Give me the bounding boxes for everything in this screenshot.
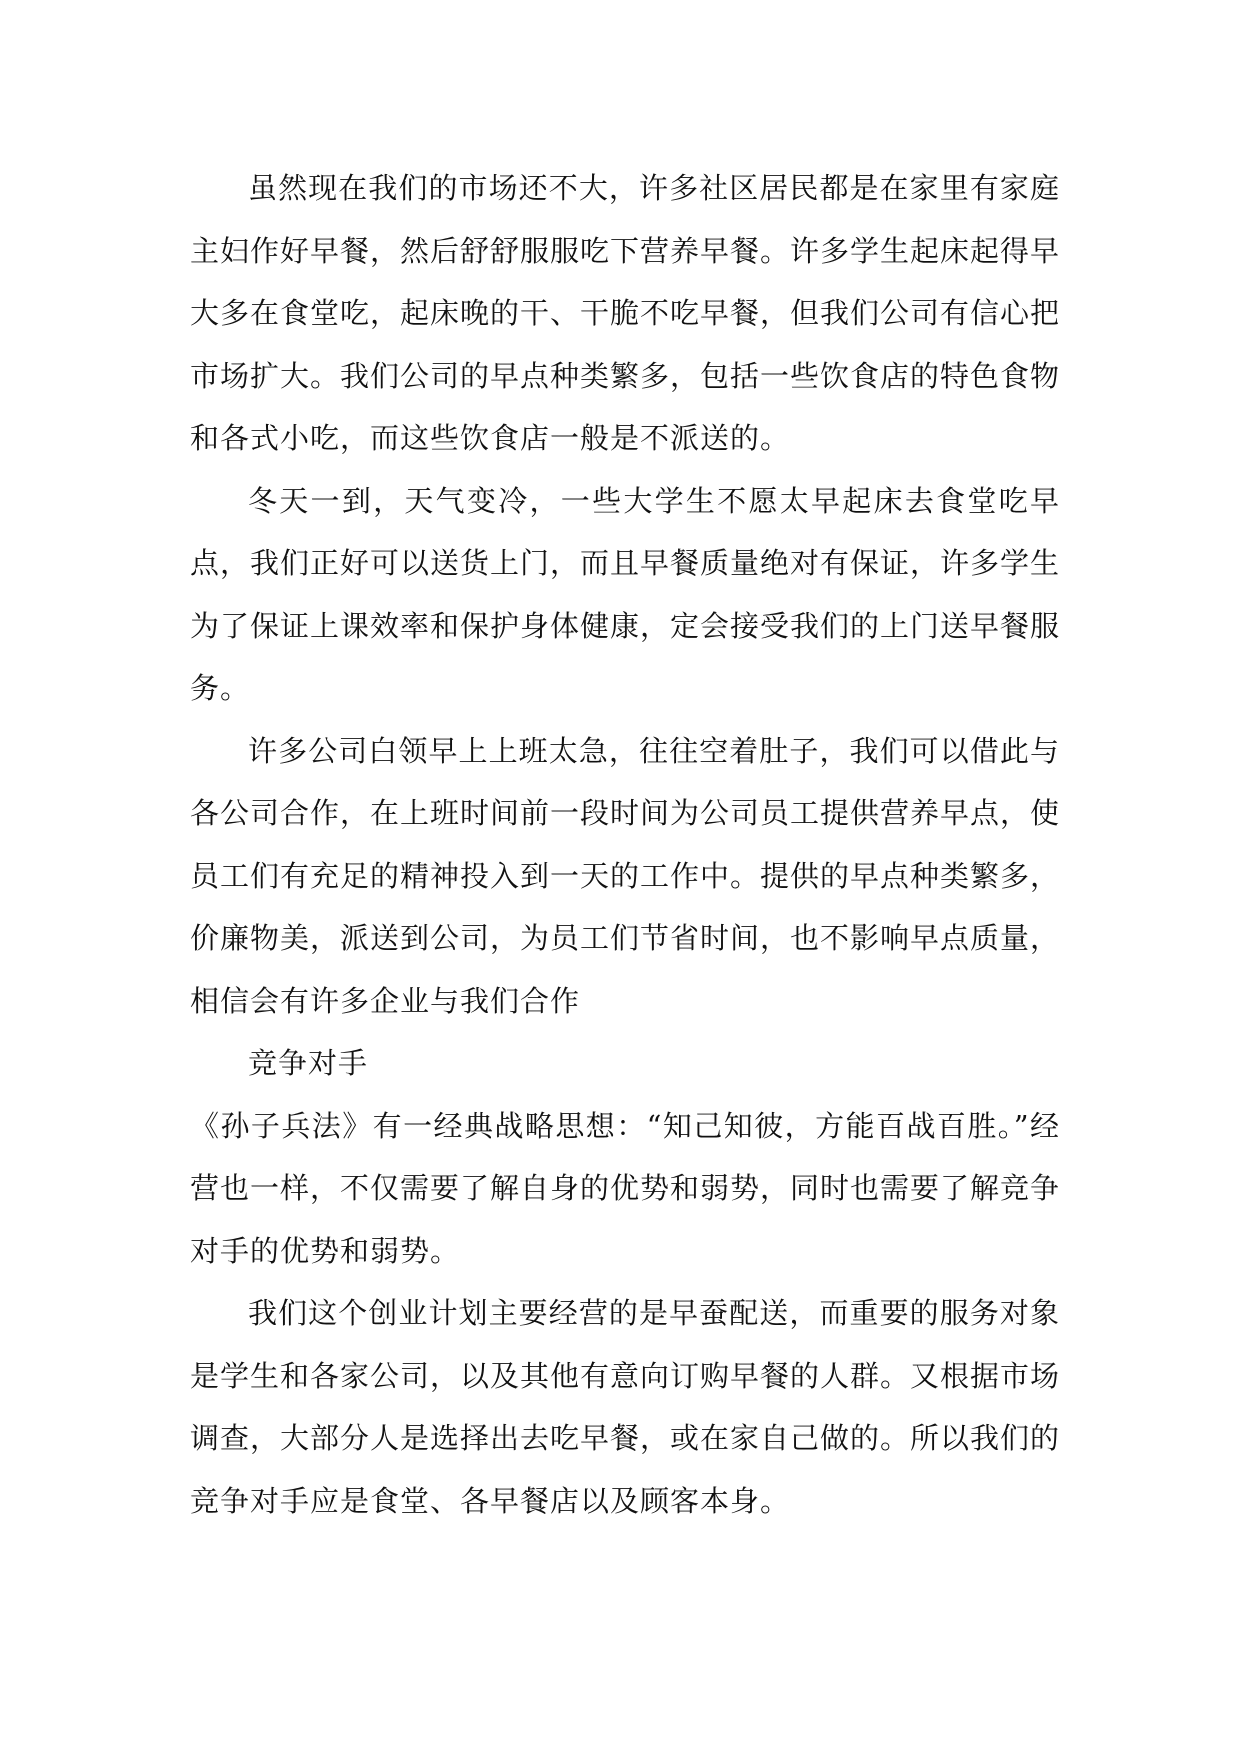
paragraph-sunzi-quote: 《孙子兵法》有一经典战略思想：“知己知彼，方能百战百胜。”经营也一样，不仅需要了解自身的优势和弱势，同时也需要了解竞争对手的优势和弱势。 — [190, 1108, 1061, 1268]
paragraph-office-workers: 许多公司白领早上上班太急，往往空着肚子，我们可以借此与各公司合作，在上班时间前一段时间为公司员工提供营养早点，使员工们有充足的精神投入到一天的工作中。提供的早点种类繁多，价廉物美，派送到公司，为员工们节省时间，也不影响早点质量，相信会有许多企业与我们合作 — [190, 733, 1061, 1018]
paragraph-market-size: 虽然现在我们的市场还不大，许多社区居民都是在家里有家庭主妇作好早餐，然后舒舒服服吃下营养早餐。许多学生起床起得早大多在食堂吃，起床晚的干、干脆不吃早餐，但我们公司有信心把市场扩大。我们公司的早点种类繁多，包括一些饮食店的特色食物和各式小吃，而这些饮食店一般是不派送的。 — [190, 171, 1061, 455]
section-heading-competitors: 竞争对手 — [248, 1046, 369, 1080]
document-body — [190, 157, 1060, 1532]
paragraph-competitor-analysis: 我们这个创业计划主要经营的是早蚕配送，而重要的服务对象是学生和各家公司，以及其他有意向订购早餐的人群。又根据市场调查，大部分人是选择出去吃早餐，或在家自己做的。所以我们的竞争对手应是食堂、各早餐店以及顾客本身。 — [190, 1296, 1061, 1518]
paragraph-winter-students: 冬天一到，天气变冷，一些大学生不愿太早起床去食堂吃早点，我们正好可以送货上门，而且早餐质量绝对有保证，许多学生为了保证上课效率和保护身体健康，定会接受我们的上门送早餐服务。 — [190, 483, 1061, 705]
